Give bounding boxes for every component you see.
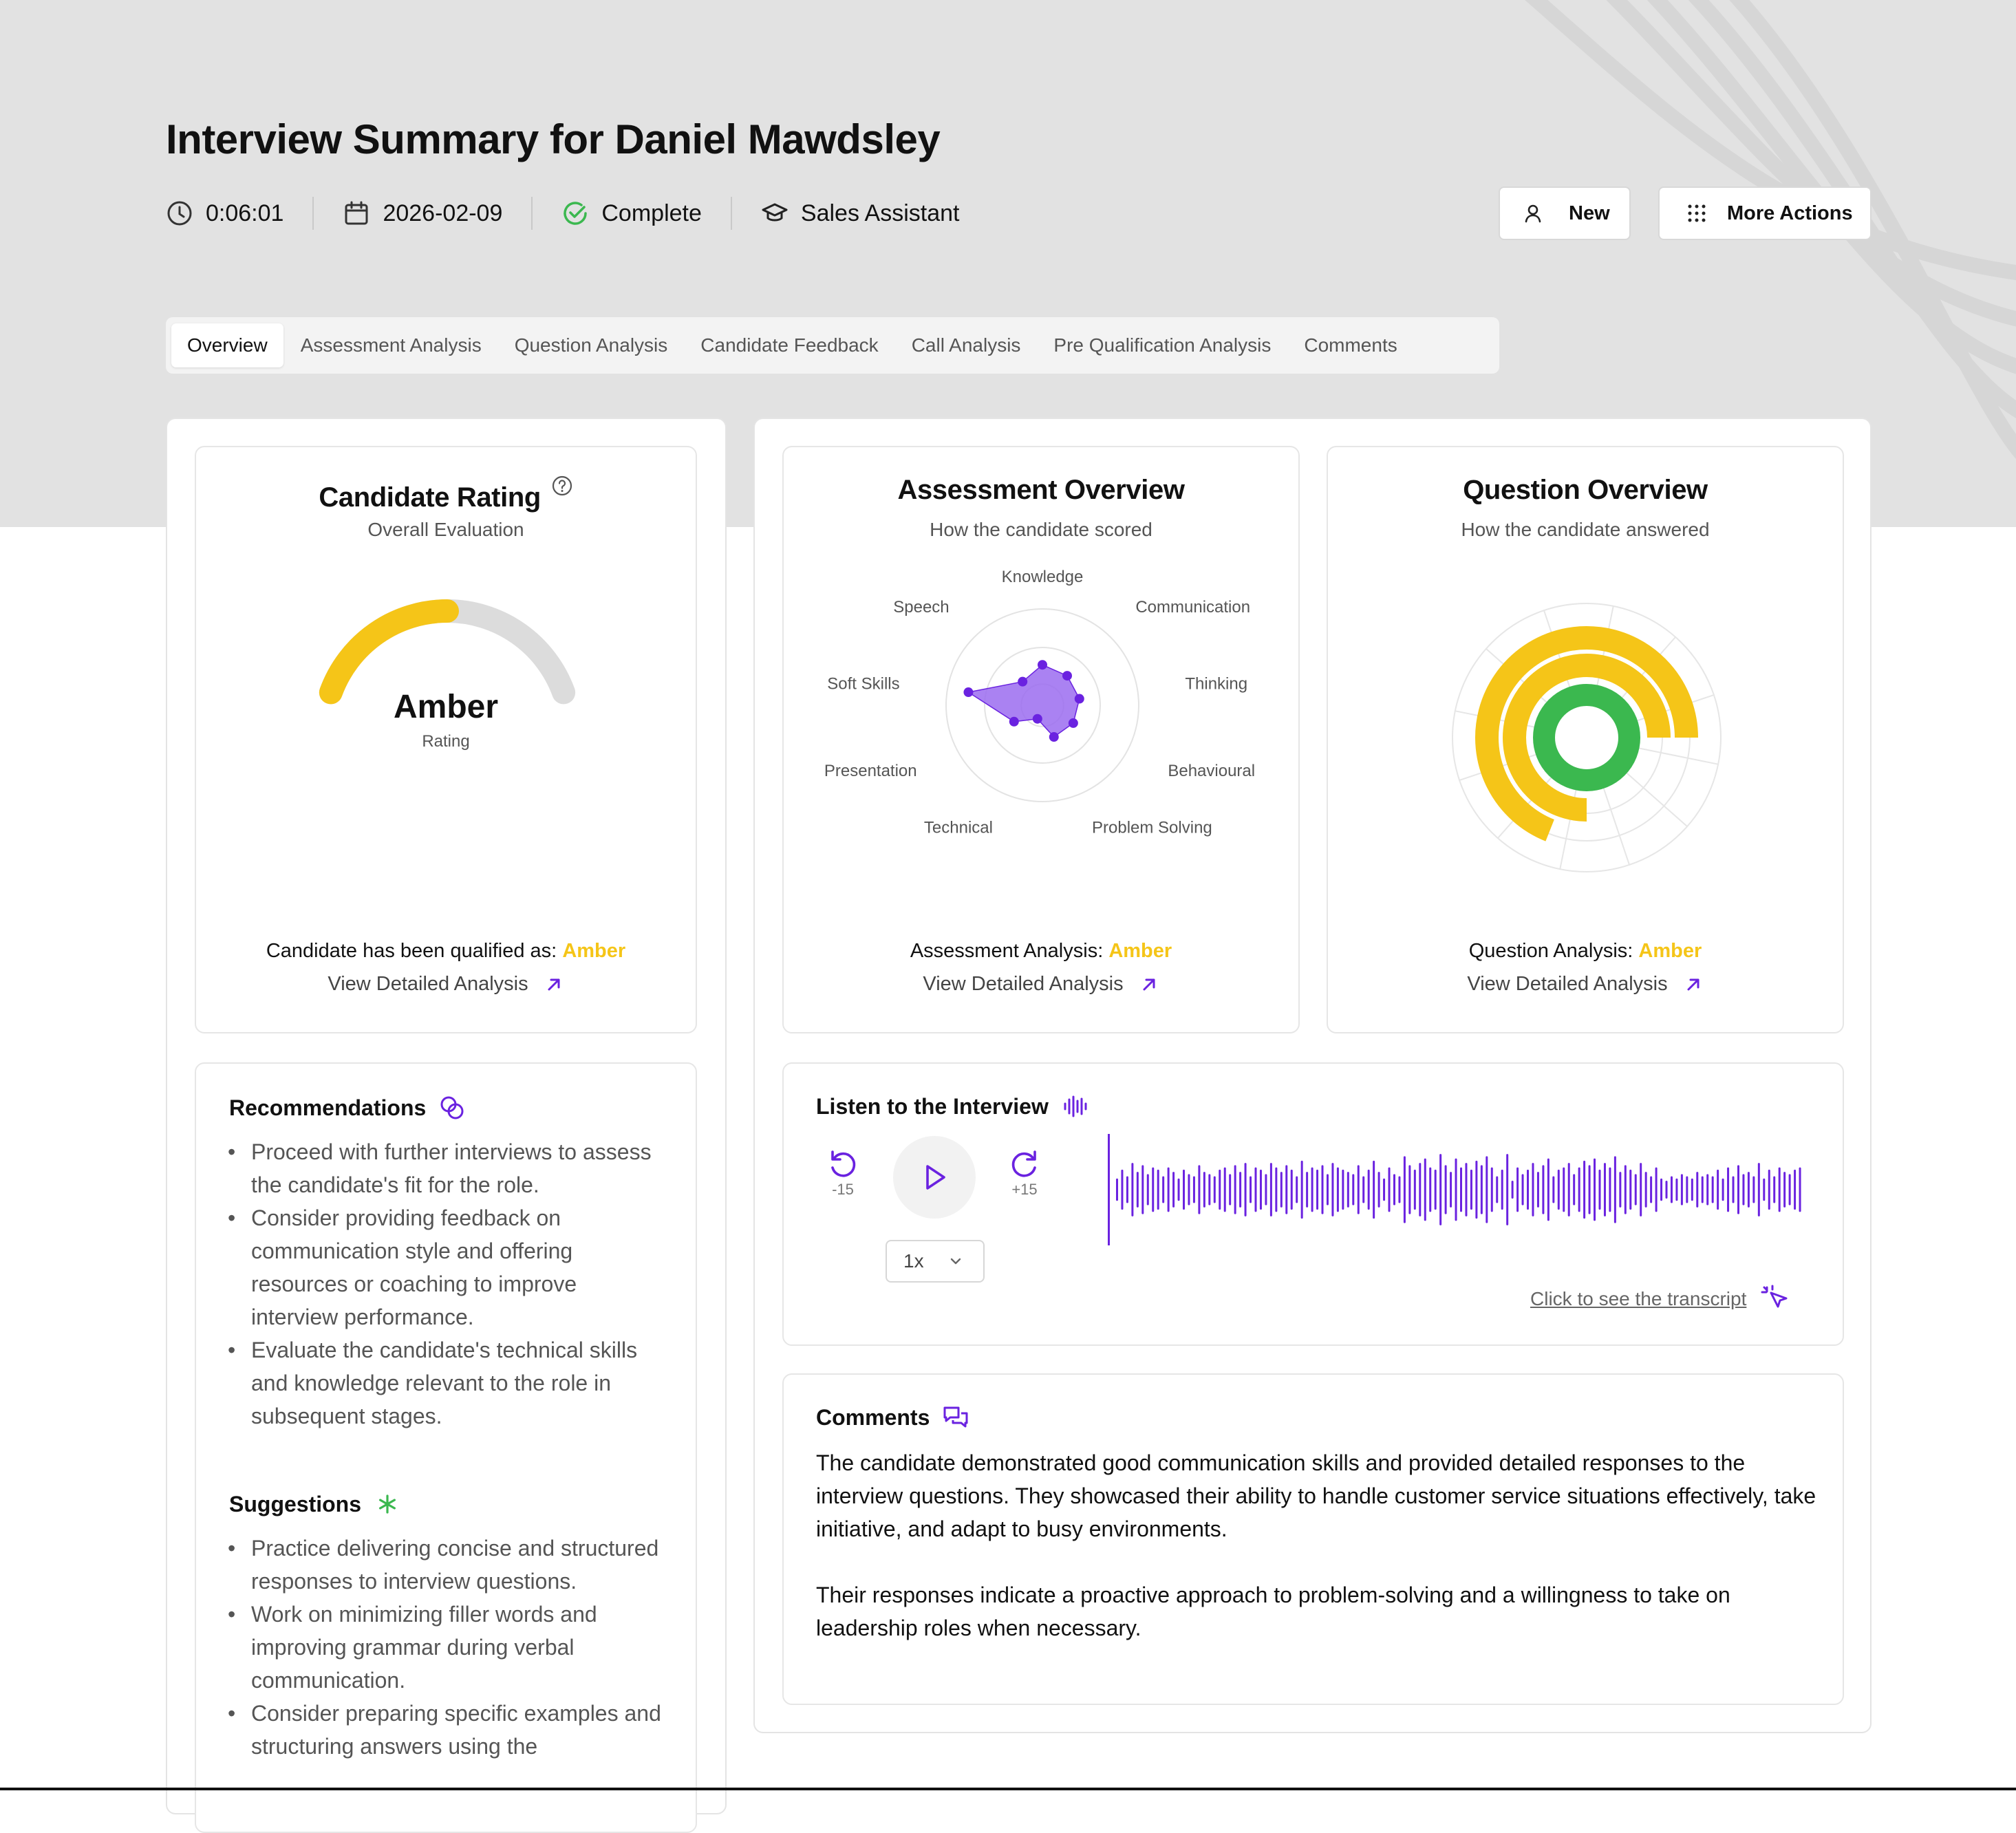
waveform-bar (1619, 1172, 1621, 1208)
radar-point (1038, 660, 1047, 669)
qualified-label: Candidate has been qualified as: (266, 940, 557, 962)
gauge-caption: Rating (422, 732, 470, 751)
audio-title: Listen to the Interview (816, 1093, 1049, 1119)
transcript-link-label: Click to see the transcript (1530, 1288, 1747, 1309)
tab-candidate-feedback[interactable]: Candidate Feedback (700, 334, 879, 356)
waveform-bar (1270, 1163, 1272, 1216)
waveform-bar (1547, 1159, 1549, 1221)
waveform-bar (1512, 1181, 1514, 1199)
radar-axis-label: Problem Solving (1092, 818, 1212, 837)
question-overview-title: Question Overview (1463, 475, 1708, 505)
radar-point (1069, 718, 1078, 728)
question-radial-chart (1449, 600, 1724, 875)
waveform-bar (1126, 1177, 1128, 1203)
waveform-bar (1424, 1159, 1426, 1221)
waveform-bar (1748, 1172, 1750, 1208)
waveform-bar (1763, 1179, 1765, 1201)
play-button[interactable] (893, 1136, 976, 1219)
waveform-bar (1655, 1168, 1658, 1212)
status (561, 200, 702, 227)
waveform-bar (1378, 1172, 1380, 1208)
assessment-overview-card (782, 446, 1300, 1033)
waveform-bar (1568, 1163, 1570, 1216)
radar-axis-label: Technical (923, 818, 993, 837)
waveform-bar (1398, 1177, 1400, 1203)
waveform-bar (1650, 1177, 1652, 1203)
role (761, 200, 960, 227)
waveform-bar (1131, 1163, 1133, 1216)
waveform-bar (1291, 1170, 1293, 1210)
sound-wave-icon (1061, 1093, 1089, 1120)
rewind-icon (826, 1146, 860, 1181)
date-value: 2026-02-09 (383, 200, 503, 226)
waveform-bar (1358, 1165, 1360, 1214)
tab-pre-qualification-analysis[interactable]: Pre Qualification Analysis (1053, 334, 1272, 356)
waveform-bar (1522, 1174, 1524, 1205)
waveform-bar (1783, 1172, 1786, 1208)
asterisk-icon (374, 1490, 401, 1518)
user-icon (1522, 202, 1544, 224)
playback-speed-select[interactable] (886, 1240, 985, 1283)
waveform-bar (1388, 1168, 1391, 1212)
comment-paragraph: The candidate demonstrated good communication skills and provided detailed responses to the interview questions. They showcased their ability to handle customer service situations effectively, take initiative, and adapt to busy environments. (816, 1450, 1816, 1541)
waveform-bar (1702, 1177, 1704, 1203)
check-circle-icon (561, 200, 589, 227)
radar-point (1062, 671, 1072, 680)
question-result-value: Amber (1638, 940, 1702, 962)
assessment-result (784, 940, 1298, 963)
waveform-bar (1789, 1174, 1791, 1205)
waveform-bar (1768, 1170, 1770, 1210)
waveform-bar (1316, 1170, 1318, 1210)
waveform-bar (1162, 1177, 1164, 1203)
comment-paragraph: Their responses indicate a proactive approach to problem-solving and a willingness to take on leadership roles when necessary. (816, 1583, 1730, 1640)
waveform-bar (1419, 1163, 1421, 1216)
waveform-bar (1408, 1165, 1411, 1214)
waveform-bar (1666, 1181, 1668, 1199)
waveform-bar (1322, 1165, 1324, 1214)
list-item: • Consider preparing specific examples and structuring answers using the (224, 1697, 664, 1763)
waveform-bar (1168, 1168, 1170, 1212)
qualified-statement (196, 940, 696, 963)
help-icon[interactable] (551, 475, 573, 497)
waveform-bar (1722, 1179, 1724, 1201)
new-button-label: New (1569, 202, 1610, 224)
tab-assessment-analysis[interactable]: Assessment Analysis (300, 334, 482, 356)
waveform-bar (1640, 1163, 1642, 1216)
transcript-link[interactable] (1530, 1283, 1792, 1315)
question-overview-subtitle: How the candidate answered (1461, 519, 1710, 540)
divider (531, 197, 533, 230)
waveform-bar (1706, 1174, 1708, 1205)
arrow-up-right-icon (544, 974, 564, 995)
waveform-bar (1373, 1161, 1375, 1219)
radar-axis-label: Knowledge (1001, 568, 1084, 586)
waveform-bar (1337, 1168, 1339, 1212)
tab-comments[interactable]: Comments (1304, 334, 1397, 356)
waveform-bar (1455, 1159, 1457, 1221)
waveform-bar (1578, 1168, 1580, 1212)
status-value: Complete (601, 200, 702, 226)
waveform-bar (1414, 1170, 1416, 1210)
recommendations-title: Recommendations (229, 1095, 427, 1120)
waveform-bar (1773, 1177, 1775, 1203)
audio-waveform[interactable] (1106, 1134, 1804, 1245)
waveform-bar (1301, 1161, 1303, 1219)
waveform-bar (1435, 1170, 1437, 1210)
waveform-bar (1733, 1177, 1735, 1203)
waveform-bar (1779, 1168, 1781, 1212)
waveform-bar (1254, 1168, 1256, 1212)
arrow-up-right-icon (1683, 974, 1704, 995)
divider (731, 197, 732, 230)
question-result-label: Question Analysis: (1468, 940, 1633, 962)
fast-forward-icon (1007, 1146, 1042, 1181)
forward-button[interactable] (1007, 1146, 1042, 1199)
page-bottom-edge (0, 1788, 2016, 1790)
waveform-bar (1245, 1163, 1247, 1216)
waveform-bar (1214, 1177, 1216, 1203)
assessment-result-value: Amber (1108, 940, 1172, 962)
overlapping-circles-icon (438, 1094, 466, 1122)
waveform-bar (1475, 1161, 1477, 1219)
waveform-bar (1178, 1179, 1180, 1201)
cursor-click-icon (1760, 1283, 1792, 1315)
waveform-bar (1198, 1165, 1200, 1214)
waveform-bar (1645, 1172, 1647, 1208)
waveform-bar (1250, 1177, 1252, 1203)
waveform-bar (1347, 1172, 1349, 1208)
waveform-bar (1537, 1172, 1539, 1208)
waveform-bar (1280, 1172, 1283, 1208)
waveform-bar (1224, 1168, 1226, 1212)
waveform-bar (1737, 1165, 1739, 1214)
chevron-down-icon (947, 1253, 964, 1269)
forward-label: +15 (1011, 1181, 1038, 1198)
tab-overview[interactable]: Overview (171, 323, 283, 367)
waveform-bar (1229, 1174, 1231, 1205)
waveform-bar (1542, 1165, 1544, 1214)
candidate-rating-card (195, 446, 697, 1033)
suggestions-heading (229, 1490, 401, 1518)
playback-speed-value: 1x (903, 1250, 924, 1272)
radar-point (963, 687, 973, 697)
waveform-bar (1696, 1172, 1698, 1208)
waveform-bar (1742, 1174, 1744, 1205)
waveform-bar (1141, 1165, 1144, 1214)
waveform-bar (1311, 1168, 1313, 1212)
waveform-bar (1516, 1168, 1519, 1212)
suggestions-list (224, 1532, 664, 1763)
waveform-bar (1183, 1170, 1185, 1210)
tab-call-analysis[interactable]: Call Analysis (911, 334, 1021, 356)
waveform-bar (1758, 1163, 1760, 1216)
waveform-bar (1393, 1174, 1395, 1205)
waveform-bar (1342, 1170, 1344, 1210)
waveform-bar (1460, 1168, 1462, 1212)
waveform-bar (1470, 1170, 1472, 1210)
waveform-bar (1660, 1179, 1662, 1201)
waveform-bar (1563, 1168, 1565, 1212)
waveform-bar (1573, 1174, 1575, 1205)
clock-icon (166, 200, 193, 227)
recommendations-heading (229, 1094, 466, 1122)
waveform-bar (1532, 1163, 1534, 1216)
waveform-bar (1594, 1159, 1596, 1221)
waveform-bar (1296, 1177, 1298, 1203)
waveform-bar (1445, 1165, 1447, 1214)
waveform-bar (1157, 1170, 1159, 1210)
waveform-bar (1188, 1174, 1190, 1205)
waveform-bar (1327, 1174, 1329, 1205)
waveform-bar (1465, 1163, 1467, 1216)
question-detail-link[interactable] (1328, 973, 1843, 996)
waveform-bar (1481, 1165, 1483, 1214)
waveform-bar (1260, 1170, 1262, 1210)
waveform-bar (1203, 1172, 1205, 1208)
waveform-bar (1681, 1174, 1683, 1205)
radial-bar-inner (1544, 695, 1629, 780)
waveform-bar (1219, 1170, 1221, 1210)
waveform-bar (1624, 1165, 1627, 1214)
waveform-bar (1439, 1154, 1441, 1225)
new-button[interactable] (1499, 186, 1631, 240)
waveform-bar (1352, 1174, 1354, 1205)
waveform-bar (1285, 1165, 1287, 1214)
waveform-bar (1752, 1177, 1755, 1203)
waveform-bar (1609, 1168, 1611, 1212)
list-item: • Proceed with further interviews to assess the candidate's fit for the role. (224, 1135, 664, 1201)
radar-axis-label: Behavioural (1168, 762, 1256, 780)
waveform-bar (1208, 1174, 1210, 1205)
waveform-bar (1614, 1156, 1616, 1223)
waveform-bar (1501, 1170, 1503, 1210)
page-title: Interview Summary for Daniel Mawdsley (166, 116, 941, 162)
waveform-bar (1234, 1165, 1236, 1214)
waveform-bar (1172, 1172, 1175, 1208)
waveform-bar (1712, 1177, 1714, 1203)
waveform-bar (1331, 1163, 1333, 1216)
waveform-bar (1239, 1172, 1241, 1208)
waveform-bar (1450, 1172, 1452, 1208)
waveform-bar (1794, 1170, 1796, 1210)
waveform-bar (1558, 1170, 1560, 1210)
assessment-detail-link[interactable] (784, 973, 1298, 996)
arrow-up-right-icon (1139, 974, 1159, 995)
waveform-bar (1275, 1168, 1277, 1212)
list-item: • Practice delivering concise and structured responses to interview questions. (224, 1532, 664, 1598)
question-result (1328, 940, 1843, 963)
waveform-bar (1486, 1156, 1488, 1223)
rewind-button[interactable] (826, 1146, 860, 1199)
radar-axis-label: Thinking (1185, 674, 1248, 694)
waveform-bar (1491, 1168, 1493, 1212)
waveform-bar (1383, 1179, 1385, 1201)
recommendations-card (195, 1062, 697, 1833)
suggestions-title: Suggestions (229, 1491, 362, 1516)
waveform-bar (1629, 1170, 1631, 1210)
more-actions-label: More Actions (1727, 202, 1853, 224)
assessment-result-label: Assessment Analysis: (910, 940, 1104, 962)
assessment-radar-chart (784, 568, 1301, 874)
qualified-value: Amber (562, 940, 626, 962)
radar-point (1009, 717, 1019, 727)
waveform-bar (1671, 1177, 1673, 1203)
waveform-bar (1635, 1174, 1637, 1205)
waveform-bar (1368, 1170, 1370, 1210)
waveform-bar (1306, 1172, 1308, 1208)
waveform-bar (1429, 1168, 1431, 1212)
waveform-bar (1362, 1177, 1364, 1203)
recommendations-list (224, 1135, 664, 1433)
graduation-cap-icon (761, 200, 789, 227)
comments-heading (816, 1404, 969, 1431)
gauge-fill (331, 611, 447, 692)
tab-question-analysis[interactable]: Question Analysis (514, 334, 668, 356)
waveform-bar (1727, 1168, 1729, 1212)
waveform-bar (1717, 1170, 1719, 1210)
radar-point (1075, 694, 1084, 704)
waveform-bar (1527, 1170, 1529, 1210)
waveform-bar (1686, 1177, 1688, 1203)
duration (166, 200, 283, 227)
assessment-detail-link-label: View Detailed Analysis (923, 973, 1124, 995)
rewind-label: -15 (832, 1181, 854, 1198)
waveform-bar (1675, 1179, 1677, 1201)
comments-body (816, 1446, 1821, 1644)
waveform-bar (1121, 1170, 1123, 1210)
waveform-bar (1404, 1156, 1406, 1223)
date (343, 200, 502, 227)
more-actions-button[interactable] (1658, 186, 1872, 240)
role-value: Sales Assistant (800, 200, 960, 226)
radar-point (1049, 732, 1059, 742)
waveform-bar (1691, 1179, 1693, 1201)
list-item: • Work on minimizing filler words and improving grammar during verbal communication. (224, 1598, 664, 1697)
list-item: • Consider providing feedback on communication style and offering resources or coaching to improve interview performance. (224, 1201, 664, 1333)
calendar-icon (343, 200, 370, 227)
assessment-overview-title: Assessment Overview (897, 475, 1185, 505)
chat-bubbles-icon (942, 1404, 969, 1431)
radial-spoke (1602, 783, 1629, 865)
radial-spoke (1634, 747, 1719, 764)
grid-dots-icon (1686, 202, 1708, 224)
playhead[interactable] (1108, 1134, 1110, 1245)
waveform-bar (1147, 1174, 1149, 1205)
comments-title: Comments (816, 1404, 930, 1430)
assessment-overview-subtitle: How the candidate scored (930, 519, 1152, 540)
waveform-bar (1552, 1177, 1554, 1203)
rating-detail-link-label: View Detailed Analysis (328, 973, 528, 995)
radar-point (1018, 677, 1027, 687)
interview-meta (166, 195, 959, 231)
candidate-rating-subtitle: Overall Evaluation (367, 519, 524, 540)
waveform-bar (1604, 1163, 1606, 1216)
list-item: • Evaluate the candidate's technical skills and knowledge relevant to the role in subsequent stages. (224, 1333, 664, 1433)
question-overview-card (1327, 446, 1844, 1033)
waveform-bar (1152, 1168, 1154, 1212)
duration-value: 0:06:01 (206, 200, 284, 226)
waveform-bar (1116, 1179, 1118, 1201)
radar-axis-label: Speech (893, 597, 950, 617)
radar-point (1033, 714, 1042, 724)
play-icon (917, 1160, 952, 1194)
gauge-value: Amber (393, 689, 499, 725)
rating-detail-link[interactable] (196, 973, 696, 996)
radar-axis-label: Communication (1135, 597, 1251, 617)
candidate-rating-title (196, 475, 696, 513)
waveform-bar (1506, 1154, 1508, 1225)
waveform-bar (1799, 1168, 1801, 1212)
divider (312, 197, 314, 230)
waveform-bar (1583, 1161, 1585, 1219)
waveform-bar (1598, 1170, 1600, 1210)
waveform-bar (1193, 1177, 1195, 1203)
waveform-bar (1265, 1174, 1267, 1205)
radar-axis-label: Soft Skills (827, 674, 900, 694)
waveform-bar (1137, 1172, 1139, 1208)
tab-bar (166, 317, 1499, 374)
waveform-bar (1589, 1165, 1591, 1214)
radar-axis-label: Presentation (824, 762, 917, 780)
audio-heading (816, 1093, 1089, 1120)
candidate-rating-title-text: Candidate Rating (319, 482, 541, 513)
question-detail-link-label: View Detailed Analysis (1467, 973, 1668, 995)
waveform-bar (1496, 1177, 1498, 1203)
